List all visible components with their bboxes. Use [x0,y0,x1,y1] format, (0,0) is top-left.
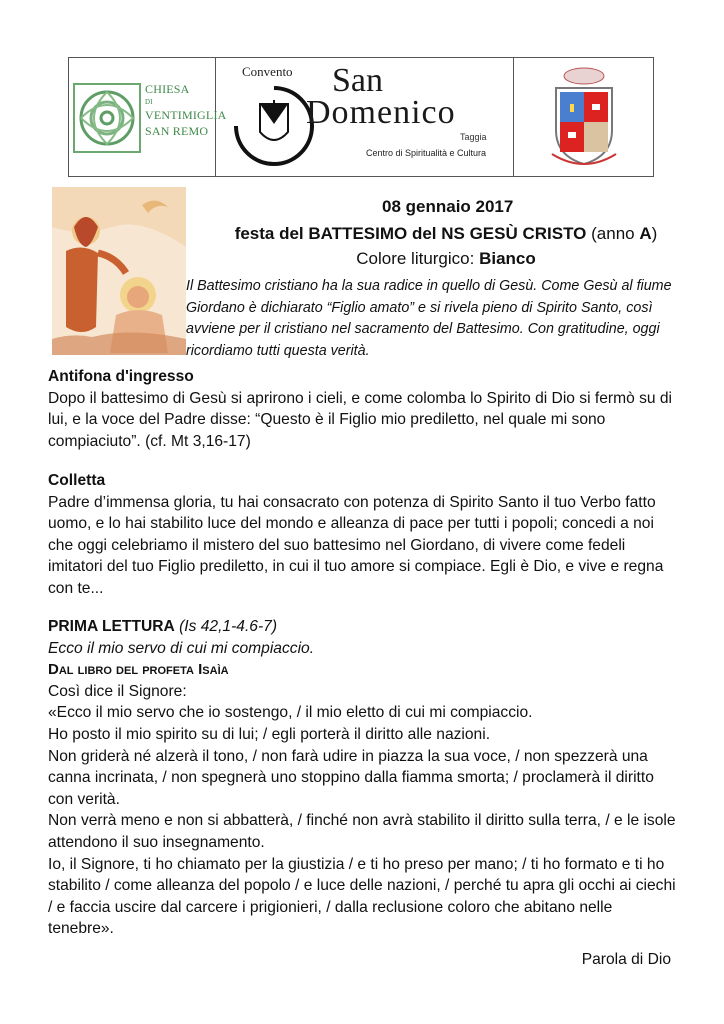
chiesa-line: CHIESA [145,82,190,96]
header-table [68,57,654,177]
san-word: San [332,62,383,99]
antifona-heading: Antifona d'ingresso [48,368,194,385]
convento-label: Convento [242,64,293,79]
lettura-source: Dal libro del profeta Isaìa [48,661,229,679]
chiesa-name [145,81,227,139]
feast-anno-open: (anno [586,224,640,243]
feast-anno-close: ) [651,224,658,243]
liturgical-color [186,249,706,269]
lettura-subtitle: Ecco il mio servo di cui mi compiaccio. [48,639,315,657]
lettura-line: Non griderà né alzerà il tono, / non farà udire in piazza la sua voce, / non spezzerà una canna incrinata, / non spegnerà uno stoppino dalla fiamma smorta; / proclamerà il diritto con verità. [48,747,654,808]
coat-of-arms-icon [546,64,622,170]
convento-logo-cell [216,58,514,176]
prima-lettura-section [48,616,678,940]
intro-paragraph: Il Battesimo cristiano ha la sua radice in quello di Gesù. Come Gesù al fiume Giordano è dichiarato “Figlio amato” e si rivela pieno di Spirito Santo, così avviene per il cristiano nel sacramento del Battesimo. Con gratitudine, oggi ricordiamo tutti questa verità. [186,278,672,359]
lettura-heading-line [48,616,678,638]
lettura-line: Io, il Signore, ti ho chiamato per la giustizia / e ti ho preso per mano; / ti ho formato e ti ho stabilito / come alleanza del popolo / e luce delle nazioni, / perché tu apra gli occhi ai ciechi / e faccia uscire dal carcere i prigionieri, / dalla reclusione coloro che abitano nelle tenebre». [48,855,676,938]
domenico-word: Domenico [306,94,456,131]
centro-label: Centro di Spiritualità e Cultura [366,148,487,158]
date: 08 gennaio 2017 [382,197,514,216]
chiesa-line: VENTIMIGLIA [145,108,227,122]
baptism-painting [52,187,186,355]
celtic-knot-logo [72,82,142,154]
lettura-line: Non verrà meno e non si abbatterà, / finché non avrà stabilito il diritto sulla terra, / e le isole attendono il suo insegnamento. [48,812,676,851]
antifona-text: Dopo il battesimo di Gesù si aprirono i cieli, e come colomba lo Spirito di Dio si fermò su di lui, e la voce del Padre disse: “Questo è il Figlio mio prediletto, nel quale mi sono compiaciuto”. (cf. Mt 3,16-17) [48,389,673,450]
chiesa-logo-cell [69,58,227,176]
chiesa-line: SAN REMO [145,124,209,138]
feast-title [186,224,706,244]
lettura-line: «Ecco il mio servo che io sostengo, / il mio eletto di cui mi compiaccio. [48,704,533,722]
lettura-ref: (Is 42,1-4.6-7) [174,618,278,635]
colletta-section [48,470,678,600]
colletta-heading: Colletta [48,472,106,489]
chiesa-line: DI [145,98,153,106]
colore-label: Colore liturgico: [356,249,480,268]
colletta-text: Padre d’immensa gloria, tu hai consacrato con potenza di Spirito Santo il tuo Verbo fatto uomo, e lo hai stabilito luce del mondo e alleanza di pace per tutti i popoli; concedi a noi che oggi celebriamo il mistero del suo battesimo nel Giordano, di vivere come fedeli imitatori del tuo Figlio prediletto, in cui il tuo amore si compiace. Egli è Dio, e vive e regna con te... [48,493,664,597]
feast-anno-letter: A [639,224,652,243]
feast-name: festa del BATTESIMO del NS GESÙ CRISTO [234,224,587,243]
lettura-heading: PRIMA LETTURA [48,618,175,635]
lettura-line: Così dice il Signore: [48,682,187,700]
parola-di-dio: Parola di Dio [581,951,671,968]
crest-cell [514,58,653,176]
antifona-section [48,366,678,452]
colore-value: Bianco [479,249,536,268]
taggia-label: Taggia [460,132,487,142]
lettura-line: Ho posto il mio spirito su di lui; / egli porterà il diritto alle nazioni. [48,725,491,743]
